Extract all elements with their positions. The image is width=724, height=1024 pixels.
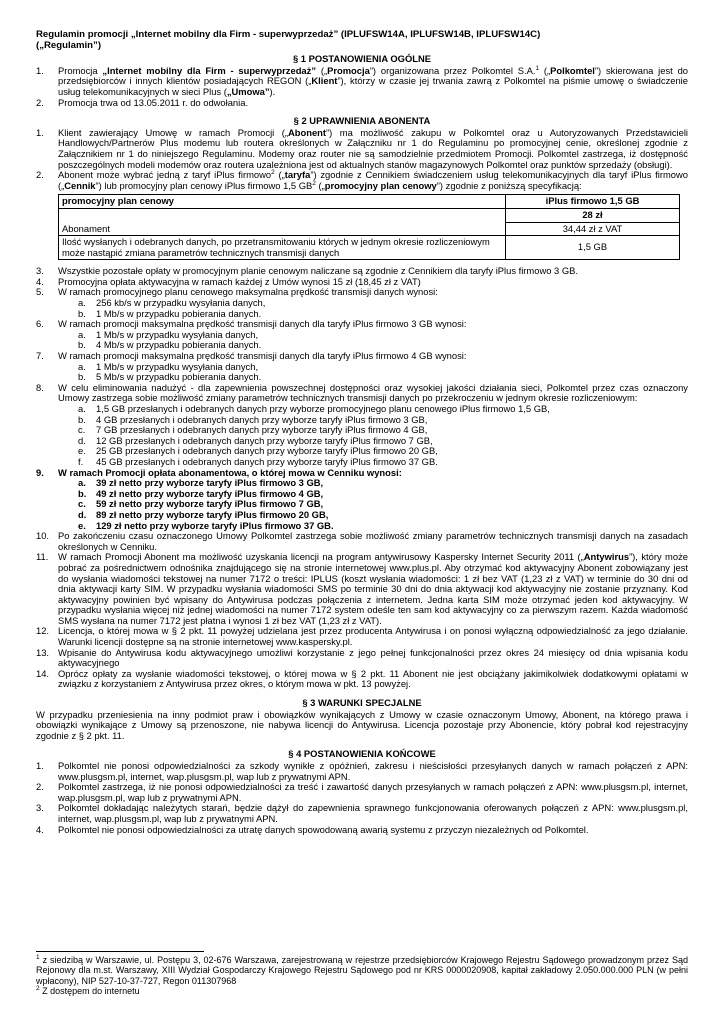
sub-item: b. 4 Mb/s w przypadku pobierania danych. (78, 339, 262, 351)
table-label-data-limit: Ilość wysłanych i odebranych danych, po przetransmitowaniu których w jednym okresie rozliczeniowym może nastąpić zmiana parametrów technicznych transmisji danych (59, 236, 506, 260)
item-text: Klient zawierający Umowę w ramach Promocji („Abonent”) ma możliwość zakupu w Polkomtel oraz u Autoryzowanych Przedstawicieli Handlowych/Partnerów Plus modemu lub routera określonych w Załączniku nr 1 do Regulaminu po promocyjnej cenie, określonej zgodnie z Załącznikiem nr 1 do niniejszego Regulaminu. Modemy oraz router nie są samodzielnie przedmiotem Promocji. Polkomtel zastrzega, iż dostępność poszczególnych modeli modemów oraz routera uzależniona jest od aktualnych stanów magazynowych Polkomtel oraz punktów sprzedaży (obsługi). (58, 126, 689, 170)
sub-item: a. 1,5 GB przesłanych i odebranych danych przy wyborze promocyjnego planu cenowego iPlus firmowo 1,5 GB, (78, 403, 550, 414)
footnote-ref[interactable]: 2 (271, 169, 275, 176)
sub-item: e. 129 zł netto przy wyborze taryfy iPlus firmowo 37 GB. (78, 519, 334, 531)
s2-item-14: 14. Oprócz opłaty za wysłanie wiadomości tekstowej, o której mowa w § 2 pkt. 11 Abonent nie jest obciążany jakimikolwiek dodatkowymi opłatami w związku z korzystaniem z Antywirusa przez okres, o którym mowa w pkt. 13 powyżej. (36, 667, 688, 690)
sub-item: b. 4 GB przesłanych i odebranych danych przy wyborze taryfy iPlus firmowo 3 GB, (78, 413, 428, 425)
section-3-heading: § 3 WARUNKI SPECJALNE (302, 697, 422, 709)
item-text: Po zakończeniu czasu oznaczonego Umowy Polkomtel zastrzega sobie możliwość zmiany parametrów technicznych transmisji danych na zasadach określonych w Cenniku. (58, 530, 688, 552)
table-header-plan: promocyjny plan cenowy (59, 195, 506, 209)
section-3-text: W przypadku przeniesienia na inny podmiot praw i obowiązków wynikających z Umowy w czasie oznaczonym Umowy, Abonent, na którego prawa i obowiązki wynikające z Umowy są przenoszone, nie nabywa licencji do Antywirusa. Licencja pozostaje przy Abonencie, który pobrał kod rejestracyjny zgodnie z § 2 pkt. 11. (36, 708, 688, 741)
sub-item: c. 7 GB przesłanych i odebranych danych przy wyborze taryfy iPlus firmowo 4 GB, (78, 424, 428, 436)
s2-item-3: 3. Wszystkie pozostałe opłaty w promocyjnym planie cenowym naliczane są zgodnie z Cennikiem dla taryfy iPlus firmowo 3 GB. (36, 266, 688, 277)
s2-item-5: 5. W ramach promocyjnego planu cenowego maksymalna prędkość transmisji danych wynosi: (36, 287, 688, 298)
item-text: Polkomtel zastrzega, iż nie ponosi odpowiedzialności za treść i zawartość danych przesyłanych w ramach połączeń z APN: www.plusgsm.pl, internet, wap.plusgsm.pl, wap lub z prywatnymi APN. (58, 781, 688, 803)
item-text: W ramach Promocji opłata abonamentowa, o której mowa w Cenniku wynosi: (58, 466, 402, 478)
sub-item: d. 89 zł netto przy wyborze taryfy iPlus firmowo 20 GB, (78, 508, 329, 520)
item-text: Polkomtel dokładając należytych starań, będzie dążył do zapewnienia sprawnego funkcjonowania oferowanych połączeń z APN: www.plusgsm.pl, internet, wap.plusgsm.pl, wap lub z prywatnymi APN. (58, 802, 688, 824)
s4-item-3: 3. Polkomtel dokładając należytych starań, będzie dążył do zapewnienia sprawnego funkcjonowania oferowanych połączeń z APN: www.plusgsm.pl, internet, wap.plusgsm.pl, wap lub z prywatnymi APN. (36, 802, 688, 824)
document-page (36, 30, 688, 835)
s2-item-9: 9. W ramach Promocji opłata abonamentowa, o której mowa w Cenniku wynosi: (36, 468, 688, 479)
s2-item-11: 11. W ramach Promocji Abonent ma możliwość uzyskania licencji na program antywirusowy Kaspersky Internet Security 2011 („Antywirus”), który może pobrać za pośrednictwem odnośnika znajdującego się na stronie internetowej www.plus.pl. Aby otrzymać kod aktywacyjny Abonent zobowiązany jest do wysłania wiadomości tekstowej na numer 7172 o treści: IPLUS (koszt wysłania wiadomości: 1 zł bez VAT (1,23 zł z VAT) w terminie do 30 dni od dnia aktywacji karty SIM. W przypadku wysłania wiadomości SMS po terminie 30 dni do dnia aktywacji kod aktywacyjny nie zostanie przyznany. Kod aktywacyjny powinien być wpisany do Antywirusa podczas połączenia z internetem. Jedna karta SIM może otrzymać jeden kod aktywacyjny. W przypadku wysłania więcej niż jednej wiadomości na numer 7172 system odeśle ten sam kod aktywacyjny co za pierwszym razem. Każda wiadomość SMS wysłana na numer 7172 jest płatna i wynosi 1 zł bez VAT (1,23 zł z VAT). (36, 551, 688, 626)
sub-item: f. 45 GB przesłanych i odebranych danych przy wyborze taryfy iPlus firmowo 37 GB. (78, 455, 438, 467)
sub-item: a. 1 Mb/s w przypadku wysyłania danych, (78, 328, 259, 340)
item-text: Licencja, o której mowa w § 2 pkt. 11 powyżej udzielana jest przez producenta Antywirusa i on ponosi wyłączną odpowiedzialność za jego działanie. Warunki licencji dostępne są na stronie internetowej www.kaspersky.pl. (58, 625, 688, 648)
title-line-2: („Regulamin”) (36, 39, 102, 51)
table-value-data-limit: 1,5 GB (506, 236, 680, 260)
s2-item-13: 13. Wpisanie do Antywirusa kodu aktywacyjnego umożliwi korzystanie z jego pełnej funkcjonalności przez okres 24 miesięcy od dnia wpisania kodu aktywacyjnego (36, 646, 688, 669)
s2-item-8: 8. W celu eliminowania nadużyć - dla zapewnienia powszechnej dostępności oraz wysokiej jakości działania sieci, Polkomtel przez czas oznaczony Umowy zastrzega sobie możliwość zmiany parametrów technicznych transmisji danych po przekroczeniu w jednym okresie rozliczeniowym: (36, 381, 688, 404)
s1-item-1 (36, 66, 688, 98)
sub-item: b. 1 Mb/s w przypadku pobierania danych. (78, 307, 262, 319)
footnote-ref[interactable]: 2 (312, 179, 316, 187)
footnote-separator (36, 951, 204, 952)
table-label-subscription: Abonament (59, 208, 506, 235)
sub-item: b. 49 zł netto przy wyborze taryfy iPlus firmowo 4 GB, (78, 487, 324, 499)
footnote-1: $^1$ z siedzibą w Warszawie, ul. Postępu 3, 02-676 Warszawa, zarejestrowaną w rejestrze przedsiębiorców Krajowego Rejestru Sądowego prowadzonym przez Sąd Rejonowy dla m.st. Warszawy, XIII Wydział Gospodarczy Krajowego Rejestru Sądowego pod nr KRS 0000020908, kapitał zakładowy 2.050.000.000 PLN (w pełni wpłacony), NIP 527-10-37-727, Regon 011307968 (36, 954, 688, 986)
item-text: Wszystkie pozostałe opłaty w promocyjnym planie cenowym naliczane są zgodnie z Cennikiem dla taryfy iPlus firmowo 3 GB. (58, 265, 579, 277)
item-text: Polkomtel nie ponosi odpowiedzialności za utratę danych spowodowaną awarią systemu z przyczyn niezależnych od Polkomtel. (58, 823, 589, 835)
sub-item: a. 39 zł netto przy wyborze taryfy iPlus firmowo 3 GB, (78, 477, 324, 489)
item-text: W celu eliminowania nadużyć - dla zapewnienia powszechnej dostępności oraz wysokiej jakości działania sieci, Polkomtel przez czas oznaczony Umowy zastrzega sobie możliwość zmiany parametrów technicznych transmisji danych po przekroczeniu w jednym okresie rozliczeniowym: (58, 381, 688, 404)
title-line-1: Regulamin promocji „Internet mobilny dla Firm - superwyprzedaż” (IPLUFSW14A, IPLUFSW14B, IPLUFSW14C) (36, 29, 541, 40)
item-text: Promocyjna opłata aktywacyjna w ramach każdej z Umów wynosi 15 zł (18,45 zł z VAT) (58, 275, 421, 287)
s2-item-1 (36, 128, 688, 170)
item-number: 1. (36, 64, 44, 76)
item-text: Oprócz opłaty za wysłanie wiadomości tekstowej, o której mowa w § 2 pkt. 11 Abonent nie jest obciążany jakimikolwiek dodatkowymi opłatami w związku z korzystaniem z Antywirusa przez okres, o którym mowa w pkt. 13 powyżej. (58, 667, 688, 690)
item-text: W ramach promocyjnego planu cenowego maksymalna prędkość transmisji danych wynosi: (58, 286, 438, 298)
item-text: Promocja trwa od 13.05.2011 r. do odwołania. (58, 96, 249, 108)
section-1-heading: § 1 POSTANOWIENIA OGÓLNE (292, 53, 432, 65)
s2-item-2 (36, 170, 688, 191)
sub-item: e. 25 GB przesłanych i odebranych danych przy wyborze taryfy iPlus firmowo 20 GB, (78, 445, 438, 457)
table-value-subscription-gross: 34,44 zł z VAT (506, 222, 680, 236)
item-text: W ramach promocji maksymalna prędkość transmisji danych dla taryfy iPlus firmowo 4 GB wynosi: (58, 350, 467, 362)
document-title (36, 30, 688, 51)
item-text: Wpisanie do Antywirusa kodu aktywacyjnego umożliwi korzystanie z jego pełnej funkcjonalności przez okres 24 miesięcy od dnia wpisania kodu aktywacyjnego (58, 646, 688, 669)
item-text: Polkomtel nie ponosi odpowiedzialności za szkody wynikłe z opóźnień, zakresu i nieścisłości przesyłanych danych w ramach połączeń z APN: www.plusgsm.pl, internet, wap.plusgsm.pl, wap lub z prywatnymi APN. (58, 760, 688, 782)
sub-item: b. 5 Mb/s w przypadku pobierania danych. (78, 371, 262, 383)
footnote-ref[interactable]: 1 (535, 64, 540, 72)
section-4-heading: § 4 POSTANOWIENIA KOŃCOWE (288, 748, 436, 760)
item-text: Promocja „Internet mobilny dla Firm - superwyprzedaż” („Promocja”) organizowana przez Polkomtel S.A.$^1$ („Polkomtel”) skierowana jest do przedsiębiorców i innych klientów posiadających REGON („Klient”), którzy w czasie jej trwania zawrą z Polkomtel na piśmie umowę o świadczenie usług telekomunikacyjnych w sieci Plus („Umowa”). (58, 64, 689, 97)
s2-item-4: 4. Promocyjna opłata aktywacyjna w ramach każdej z Umów wynosi 15 zł (18,45 zł z VAT) (36, 277, 688, 288)
footnotes (36, 955, 688, 997)
item-text: Abonent może wybrać jedną z taryf iPlus firmowo$^2$ („taryfa”) zgodnie z Cennikiem świadczeniem usług telekomunikacyjnych dla taryf iPlus firmowo („Cennik”) lub promocyjny plan cenowy iPlus firmowo 1,5 $GB^2$ („promocyjny plan cenowy”) zgodnie z poniższą specyfikacją: (58, 169, 688, 191)
footnote-2: $^2$ Z dostępem do internetu (36, 985, 140, 997)
pricing-table (58, 194, 680, 260)
s4-item-4: 4. Polkomtel nie ponosi odpowiedzialności za utratę danych spowodowaną awarią systemu z przyczyn niezależnych od Polkomtel. (36, 825, 688, 836)
table-value-subscription-net: 28 zł (506, 208, 680, 222)
sub-item: d. 12 GB przesłanych i odebranych danych przy wyborze taryfy iPlus firmowo 7 GB, (78, 434, 433, 446)
s2-item-6: 6. W ramach promocji maksymalna prędkość transmisji danych dla taryfy iPlus firmowo 3 GB wynosi: (36, 319, 688, 330)
s4-item-2: 2. Polkomtel zastrzega, iż nie ponosi odpowiedzialności za treść i zawartość danych przesyłanych w ramach połączeń z APN: www.plusgsm.pl, internet, wap.plusgsm.pl, wap lub z prywatnymi APN. (36, 781, 688, 803)
s2-item-7: 7. W ramach promocji maksymalna prędkość transmisji danych dla taryfy iPlus firmowo 4 GB wynosi: (36, 351, 688, 362)
item-text: W ramach Promocji Abonent ma możliwość uzyskania licencji na program antywirusowy Kaspersky Internet Security 2011 („Antywirus”), który może pobrać za pośrednictwem odnośnika znajdującego się na stronie internetowej www.plus.pl. Aby otrzymać kod aktywacyjny Abonent zobowiązany jest do wysłania wiadomości tekstowej na numer 7172 o treści: IPLUS (koszt wysłania wiadomości: 1 zł bez VAT (1,23 zł z VAT) w terminie do 30 dni od dnia aktywacji karty SIM. W przypadku wysłania wiadomości SMS po terminie 30 dni do dnia aktywacji kod aktywacyjny nie zostanie przyznany. Kod aktywacyjny powinien być wpisany do Antywirusa podczas połączenia z internetem. Jedna karta SIM może otrzymać jeden kod aktywacyjny. W przypadku wysłania więcej niż jednej wiadomości na numer 7172 system odeśle ten sam kod aktywacyjny co za pierwszym razem. Każda wiadomość SMS wysłana na numer 7172 jest płatna i wynosi 1 zł bez VAT (1,23 zł z VAT). (58, 551, 688, 626)
item-number: 1. (36, 126, 44, 138)
s4-item-1: 1. Polkomtel nie ponosi odpowiedzialności za szkody wynikłe z opóźnień, zakresu i nieścisłości przesyłanych danych w ramach połączeń z APN: www.plusgsm.pl, internet, wap.plusgsm.pl, wap lub z prywatnymi APN. (36, 760, 688, 782)
section-2-heading: § 2 UPRAWNIENIA ABONENTA (293, 115, 431, 127)
s1-item-2 (36, 98, 688, 109)
item-text: W ramach promocji maksymalna prędkość transmisji danych dla taryfy iPlus firmowo 3 GB wynosi: (58, 318, 467, 330)
table-header-tariff: iPlus firmowo 1,5 GB (506, 195, 680, 209)
s2-item-12: 12. Licencja, o której mowa w § 2 pkt. 11 powyżej udzielana jest przez producenta Antywirusa i on ponosi wyłączną odpowiedzialność za jego działanie. Warunki licencji dostępne są na stronie internetowej www.kaspersky.pl. (36, 625, 688, 648)
sub-item: a. 256 kb/s w przypadku wysyłania danych, (78, 297, 266, 309)
s2-item-10: 10. Po zakończeniu czasu oznaczonego Umowy Polkomtel zastrzega sobie możliwość zmiany parametrów technicznych transmisji danych na zasadach określonych w Cenniku. (36, 530, 688, 552)
item-number: 2. (36, 96, 44, 108)
sub-item: c. 59 zł netto przy wyborze taryfy iPlus firmowo 7 GB, (78, 498, 324, 510)
item-number: 2. (36, 169, 44, 181)
sub-item: a. 1 Mb/s w przypadku wysyłania danych, (78, 360, 259, 372)
